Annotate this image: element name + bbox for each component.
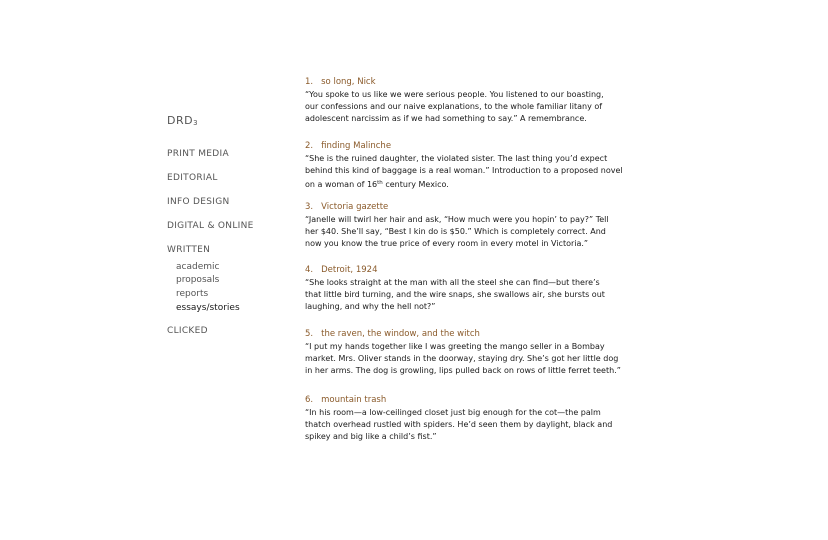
essay-excerpt (305, 153, 665, 192)
nav-subitem-academic[interactable]: academic (176, 262, 220, 272)
excerpt-line: her $40. She’ll say, “Best I kin do is $50.” Which is completely correct. And (305, 227, 606, 237)
essay-title: so long, Nick (321, 77, 376, 87)
essay-number: 4. (305, 265, 314, 275)
excerpt-line: in her arms. The dog is growling, lips pulled back on rows of little ferret teeth.” (305, 366, 621, 376)
logo-text: DRD (167, 114, 194, 127)
excerpt-line: adolescent narcissim as if we had something to say.” A remembrance. (305, 114, 587, 124)
excerpt-line: “I put my hands together like I was greeting the mango seller in a Bombay (305, 342, 605, 351)
essay-excerpt (305, 214, 665, 251)
essay-number: 1. (305, 77, 314, 87)
excerpt-line: “She looks straight at the man with all the steel she can find—but there’s (305, 278, 600, 287)
excerpt-line: behind this kind of baggage is a real woman.” Introduction to a proposed novel (305, 166, 623, 176)
excerpt-line (305, 177, 665, 191)
excerpt-line: thatch overhead rustled with spiders. He’d seen them by daylight, black and (305, 420, 613, 430)
excerpt-text: century Mexico. (382, 180, 449, 190)
nav-subitem-proposals[interactable]: proposals (176, 275, 220, 285)
essay-number: 6. (305, 395, 314, 405)
nav-item-print-media[interactable]: PRINT MEDIA (167, 149, 229, 159)
essay-title-link[interactable] (305, 394, 665, 407)
essay-title-link[interactable] (305, 328, 665, 341)
essay-excerpt (305, 89, 665, 126)
nav-subitem-reports[interactable]: reports (176, 289, 209, 299)
ordinal-suffix: th (377, 180, 383, 187)
essay-entry (305, 394, 665, 444)
essay-title: Detroit, 1924 (321, 265, 378, 275)
nav-item-digital-online[interactable]: DIGITAL & ONLINE (167, 221, 254, 231)
essay-title-link[interactable] (305, 201, 665, 214)
essay-title: the raven, the window, and the witch (321, 329, 480, 339)
essay-entry (305, 140, 665, 192)
excerpt-line: our confessions and our naive explanations, to the whole familiar litany of (305, 102, 603, 112)
essay-title-link[interactable] (305, 140, 665, 153)
nav-subitem-essays-stories[interactable]: essays/stories (176, 303, 240, 313)
essay-excerpt (305, 341, 665, 378)
essay-number: 2. (305, 141, 314, 151)
essay-title-link[interactable] (305, 76, 665, 89)
essay-excerpt (305, 277, 665, 314)
site-logo[interactable] (167, 114, 198, 127)
nav-item-written[interactable]: WRITTEN (167, 245, 211, 255)
essay-entry (305, 201, 665, 251)
excerpt-line: market. Mrs. Oliver stands in the doorway, staying dry. She’s got her little dog (305, 354, 619, 364)
excerpt-line: spikey and big like a child’s fist.” (305, 432, 437, 442)
logo-subscript: 3 (193, 119, 199, 127)
nav-item-info-design[interactable]: INFO DESIGN (167, 197, 230, 207)
essay-title: finding Malinche (321, 141, 392, 151)
nav-item-clicked[interactable]: CLICKED (167, 326, 208, 336)
essay-excerpt (305, 407, 665, 444)
essay-number: 3. (305, 202, 314, 212)
excerpt-line: “She is the ruined daughter, the violated sister. The last thing you’d expect (305, 154, 608, 163)
excerpt-line: “In his room—a low-ceilinged closet just big enough for the cot—the palm (305, 408, 601, 417)
excerpt-line: “You spoke to us like we were serious people. You listened to our boasting, (305, 90, 604, 99)
essay-title-link[interactable] (305, 264, 665, 277)
essay-entry (305, 264, 665, 314)
excerpt-line: “Janelle will twirl her hair and ask, “How much were you hopin’ to pay?” Tell (305, 215, 609, 224)
essay-number: 5. (305, 329, 314, 339)
excerpt-line: now you know the true price of every room in every motel in Victoria.” (305, 239, 589, 249)
essay-entry (305, 76, 665, 126)
excerpt-line: that little bird turning, and the wire snaps, she swallows air, she bursts out (305, 290, 605, 300)
nav-item-editorial[interactable]: EDITORIAL (167, 173, 218, 183)
essay-title: mountain trash (321, 395, 387, 405)
essay-title: Victoria gazette (321, 202, 389, 212)
excerpt-text: on a woman of 16 (305, 180, 378, 190)
essay-entry (305, 328, 665, 378)
excerpt-line: laughing, and why the hell not?” (305, 302, 436, 312)
